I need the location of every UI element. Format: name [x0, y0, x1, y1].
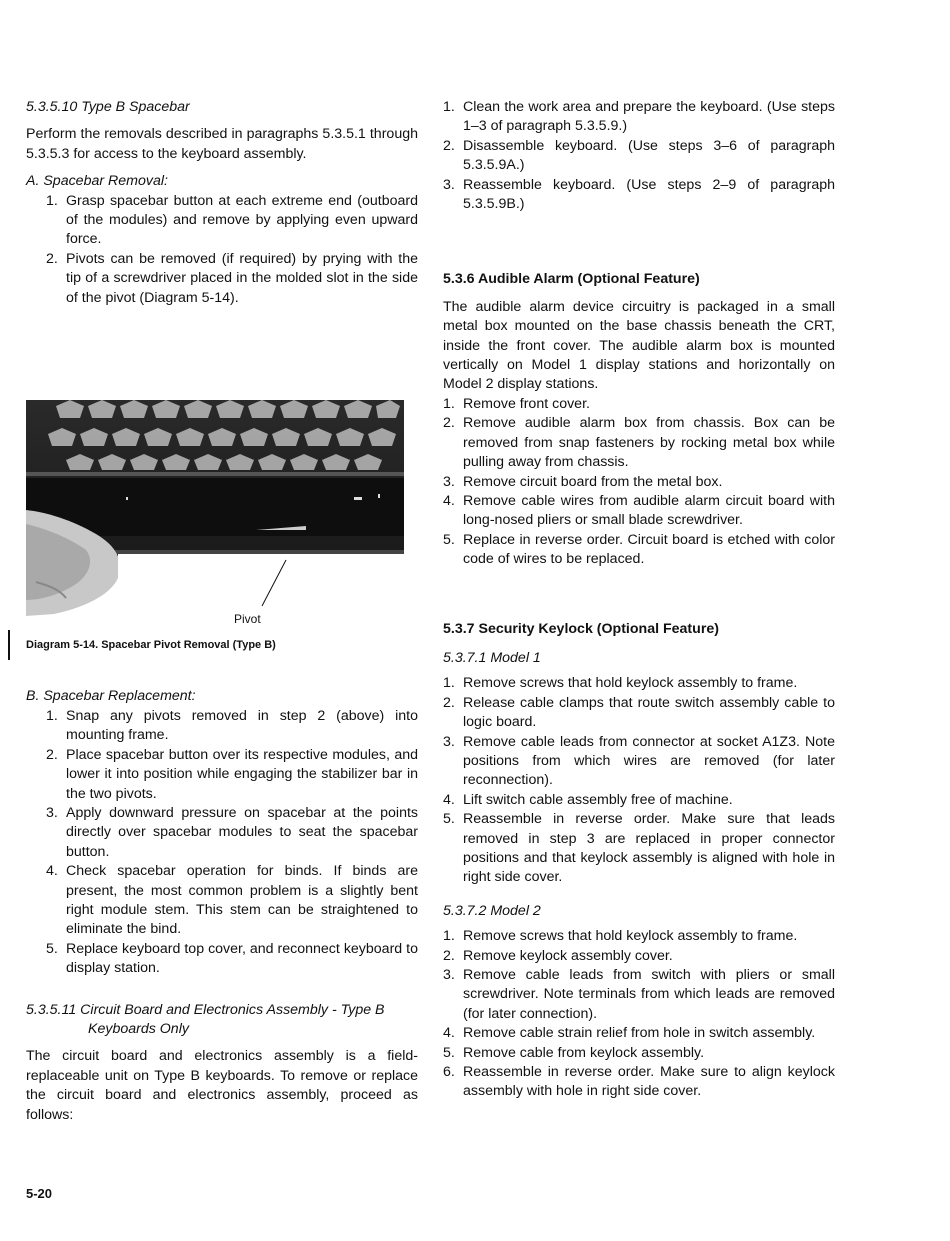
list-item: 3. Remove cable leads from connector at socket A1Z3. Note positions from which wires are removed (for later reconnection). [443, 733, 835, 789]
spacebar-pivot-photo [26, 400, 404, 627]
pivot-label: Pivot [234, 612, 261, 627]
list-item: 3. Apply downward pressure on spacebar at the points directly over spacebar modules to seat the spacebar button. [46, 804, 418, 860]
removal-steps-list [46, 192, 418, 308]
replacement-steps-list [46, 707, 418, 979]
heading-line-2: Keyboards Only [88, 1020, 189, 1037]
list-item: 2. Remove keylock assembly cover. [443, 947, 673, 964]
heading-line-1: 5.3.5.11 Circuit Board and Electronics Assembly - Type B [26, 1001, 385, 1018]
list-item: 2. Disassemble keyboard. (Use steps 3–6 of paragraph 5.3.5.9A.) [443, 137, 835, 174]
list-item: 3. Remove cable leads from switch with pliers or small screwdriver. Note terminals from which leads are removed (for later connection). [443, 967, 835, 1022]
list-item: 3. Reassemble keyboard. (Use steps 2–9 of paragraph 5.3.5.9B.) [443, 176, 835, 213]
list-item: 1. Grasp spacebar button at each extreme end (outboard of the modules) and remove by applying even upward force. [46, 192, 418, 248]
subheading-spacebar-replacement: B. Spacebar Replacement: [26, 688, 196, 705]
list-item: 1. Snap any pivots removed in step 2 (above) into mounting frame. [46, 707, 418, 744]
list-item: 6. Reassemble in reverse order. Make sure to align keylock assembly with hole in right side cover. [443, 1064, 835, 1100]
list-item: 3. Remove circuit board from the metal box. [443, 473, 723, 490]
page-number: 5-20 [26, 1186, 53, 1201]
list-item: 2. Pivots can be removed (if required) by prying with the tip of a screwdriver placed in the molded slot in the side of the pivot (Diagram 5-14). [46, 250, 418, 306]
figure-caption-text: Diagram 5-14. Spacebar Pivot Removal (Type B) [26, 639, 276, 652]
list-item: 1. Remove screws that hold keylock assembly to frame. [443, 675, 798, 692]
list-item: 4. Check spacebar operation for binds. If binds are present, the most common problem is a slightly bent right module stem. This stem can be straightened to eliminate the bind. [46, 863, 418, 938]
subsection-heading-model-2: 5.3.7.2 Model 2 [443, 902, 541, 919]
section-heading-5-3-5-11 [26, 1001, 418, 1040]
section-body: The audible alarm device circuitry is packaged in a small metal box mounted on the base chassis beneath the CRT, inside the front cover. The audible alarm box is mounted vertically on Model 1 display stations and horizontally on Model 2 display stations. [443, 298, 835, 393]
list-item: 4. Remove cable strain relief from hole in switch assembly. [443, 1025, 816, 1042]
subheading-spacebar-removal: A. Spacebar Removal: [26, 173, 168, 190]
section-intro: Perform the removals described in paragraphs 5.3.5.1 through 5.3.5.3 for access to the keyboard assembly. [26, 126, 418, 162]
section-heading-5-3-5-10: 5.3.5.10 Type B Spacebar [26, 99, 190, 115]
list-item: 5. Replace in reverse order. Circuit board is etched with color code of wires to be replaced. [443, 531, 835, 568]
list-item: 5. Remove cable from keylock assembly. [443, 1044, 705, 1061]
list-item: 2. Remove audible alarm box from chassis. Box can be removed from snap fasteners by rocking metal box while pulling away from chassis. [443, 415, 835, 471]
list-item: 4. Remove cable wires from audible alarm circuit board with long-nosed pliers or small blade screwdriver. [443, 492, 835, 529]
list-item: 5. Replace keyboard top cover, and reconnect keyboard to display station. [46, 940, 418, 977]
keyboard-photo-graphic [26, 400, 404, 624]
audible-alarm-steps [443, 395, 835, 570]
model-2-steps [443, 927, 835, 1102]
subsection-heading-model-1: 5.3.7.1 Model 1 [443, 649, 541, 666]
list-item: 1. Remove front cover. [443, 395, 590, 412]
model-1-steps [443, 674, 835, 887]
section-heading-5-3-7: 5.3.7 Security Keylock (Optional Feature) [443, 620, 719, 637]
left-column [26, 98, 418, 1125]
list-item: 4. Lift switch cable assembly free of machine. [443, 791, 733, 808]
list-item: 1. Remove screws that hold keylock assembly to frame. [443, 928, 798, 945]
figure-caption [26, 636, 418, 655]
list-item: 2. Release cable clamps that route switch assembly cable to logic board. [443, 694, 835, 731]
list-item: 5. Reassemble in reverse order. Make sure that leads removed in step 3 are replaced in proper connector positions and that keylock assembly is aligned with hole in right side cover. [443, 811, 835, 886]
change-bar [8, 630, 10, 660]
list-item: 2. Place spacebar button over its respective modules, and lower it into position while engaging the stabilizer bar in the two pivots. [46, 746, 418, 802]
section-heading-5-3-6: 5.3.6 Audible Alarm (Optional Feature) [443, 271, 700, 288]
section-body: The circuit board and electronics assembly is a field-replaceable unit on Type B keyboards. To remove or replace the circuit board and electronics assembly, proceed as follows: [26, 1048, 418, 1123]
top-steps-list [443, 98, 835, 214]
right-column [443, 98, 835, 1102]
list-item: 1. Clean the work area and prepare the keyboard. (Use steps 1–3 of paragraph 5.3.5.9.) [443, 99, 835, 135]
